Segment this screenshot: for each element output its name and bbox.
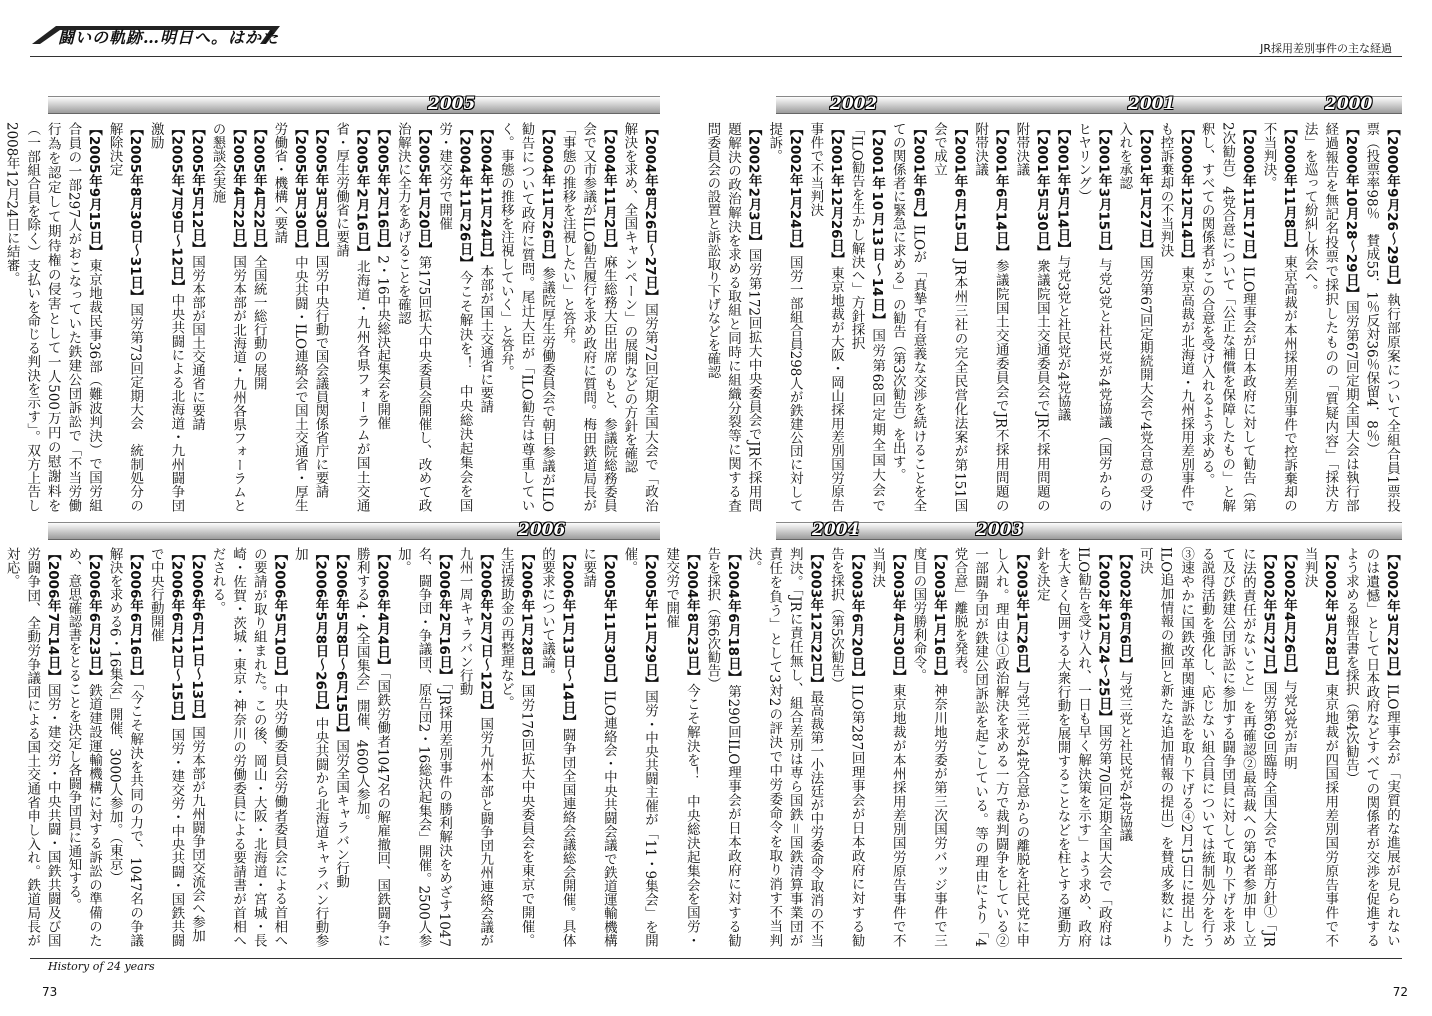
timeline-entry bbox=[1258, 122, 1299, 512]
entry-text: 国労第68回定期全国大会で「ILO勧告を生かし解決へ」方針採択 bbox=[848, 122, 886, 512]
entry-date: 【2005年4月22日】 bbox=[230, 122, 247, 256]
timeline-entry bbox=[1073, 122, 1114, 512]
year-label-2002: 2002 bbox=[830, 94, 878, 114]
timeline-entry bbox=[1196, 122, 1258, 512]
timeline-entry bbox=[1299, 122, 1361, 512]
entry-date: 【2006年1月13日〜14日】 bbox=[559, 547, 576, 729]
timeline-entry bbox=[248, 122, 269, 512]
timeline-entry bbox=[1299, 547, 1340, 947]
entry-text: 国労第70回定期全国大会で「政府はILO勧告を受け入れ、一日も早く解決策を示す」よう求め、政府を大きく包囲する大衆行動を展開することなどを柱とする運動方針を決定 bbox=[1033, 547, 1112, 947]
timeline-entry bbox=[145, 122, 186, 512]
entry-date: 【2005年2月16日】 bbox=[353, 122, 370, 260]
timeline-entry bbox=[1340, 547, 1402, 947]
timeline-entry bbox=[846, 122, 887, 512]
timeline-entry bbox=[887, 122, 928, 512]
entry-text: 東京高裁が北海道・九州採用差別事件でも控訴棄却の不当判決 bbox=[1157, 122, 1195, 513]
timeline-entry bbox=[1011, 122, 1052, 512]
entry-date: 【2005年1月20日】 bbox=[415, 122, 432, 256]
entry-text: 与党三党と社民党が4党協議 bbox=[1116, 670, 1133, 842]
entry-date: 【2004年8月23日】 bbox=[683, 547, 700, 684]
entry-text: 国労中央行動で国会議員関係省庁に要請 bbox=[312, 255, 329, 499]
entry-date: 【2005年2月16日】 bbox=[374, 122, 391, 256]
timeline-entry bbox=[661, 547, 702, 947]
entry-date: 【2004年8月26日〜27日】 bbox=[642, 122, 658, 304]
entry-text: 東京地裁が本州採用差別国労原告事件で不当判決 bbox=[869, 547, 906, 947]
entry-text: ILO理事会が日本政府に対して勧告（第2次勧告）4党合意について「公正な補償を保障したもの」と解釈し、すべての関係者がこの合意を受け入れるよう求める。 bbox=[1198, 122, 1256, 512]
entry-text: 国労・中央共闘主催が「11・9集会」を開催。 bbox=[621, 547, 658, 947]
timeline-entry bbox=[495, 122, 557, 512]
year-label-2004: 2004 bbox=[812, 520, 860, 540]
entry-text: ILOが「真摯で有意義な交渉を続けることを全ての関係者に緊急に求める」の勧告（第3次勧告）を出す。 bbox=[889, 122, 927, 512]
entry-text: 今こそ解決を！ 中央総決起集会を国労・建交労で開催 bbox=[436, 122, 473, 513]
timeline-entry bbox=[536, 547, 577, 947]
entry-date: 【2000年12月14日】 bbox=[1178, 122, 1195, 267]
entry-date: 【2001年10月13日〜14日】 bbox=[869, 122, 886, 329]
entry-date: 【2002年4月26日】 bbox=[1281, 547, 1298, 681]
entry-text: 麻生総務大臣出席のもと、参議院総務委員会で又市参議がILO勧告履行を求め政府に質問。梅田鉄道局長が「事態の推移を注視したい」と答弁。 bbox=[559, 122, 617, 512]
entry-text: JR本州三社の完全民営化法案が第151国会で成立 bbox=[930, 122, 968, 512]
entry-date: 【2001年1月27日】 bbox=[1136, 122, 1153, 256]
entry-text: 北海道・九州各県フォーラムが国土交通省・厚生労働省に要請 bbox=[333, 122, 370, 512]
entry-text: 第290回ILO理事会が日本政府に対する勧告を採択（第6次勧告） bbox=[704, 547, 741, 947]
year-label-2001: 2001 bbox=[1128, 94, 1176, 114]
timeline-entry bbox=[1134, 547, 1278, 947]
timeline-entry bbox=[63, 547, 104, 947]
timeline-entry bbox=[1155, 122, 1196, 512]
entry-date: 【2005年7月9日〜12日】 bbox=[168, 122, 185, 294]
entry-text: 国労本部が北海道・九州各県フォーラムとの懇談会実施 bbox=[209, 122, 247, 512]
entry-date: 【2005年4月22日】 bbox=[250, 122, 267, 256]
entry-text: 最高裁第一小法廷が中労委命令取消の不当判決。「JRに責任無し、組合差別は専ら国鉄＝国鉄清算事業団が責任を負う」として3対2の評決で中労委命令を取り消す不当判決。 bbox=[745, 547, 824, 947]
year-band-2005 bbox=[48, 96, 660, 114]
timeline-entry bbox=[743, 547, 825, 947]
entry-text: 国労全国キャラバン行動 bbox=[333, 739, 350, 889]
timeline-entry bbox=[970, 122, 1011, 512]
entry-date: 【2002年2月3日】 bbox=[745, 122, 762, 249]
entry-date: 【2004年11月24日】 bbox=[477, 122, 494, 265]
entry-date: 【2005年9月15日】 bbox=[85, 122, 102, 259]
entry-text: 「今こそ解決を共同の力で、1047名の争議解決を求める6・16集会」開催、3000人参加。（東京） bbox=[106, 547, 144, 947]
timeline-entry bbox=[207, 547, 289, 947]
timeline-2004-2005 bbox=[3, 122, 660, 513]
entry-text: 国労九州本部と闘争団九州連絡会議が九州一周キャラバン行動 bbox=[456, 547, 494, 947]
entry-text: 国労第72回定期全国大会で「政治解決を求め、全国キャンペーン」の展開などの方針を確認 bbox=[621, 122, 658, 512]
entry-text: 与党三党が4党合意からの離脱を社民党に申し入れ。理由は①政治解決を求める一方で裁判闘争をしている②一部闘争団が鉄建公団訴訟を起こしている。等の理由により「4党合意」離脱を発表。 bbox=[951, 547, 1030, 947]
entry-date: 【2006年7月14日】 bbox=[44, 547, 61, 684]
timeline-entry bbox=[145, 547, 186, 947]
entry-date: 【2005年3月30日】 bbox=[312, 122, 329, 256]
entry-text: 執行部原案について全組合員1票投票（投票率98％ 賛成55．1％反対36％保留4．8％） bbox=[1363, 122, 1400, 512]
timeline-entry bbox=[702, 122, 764, 512]
entry-date: 【2006年2月16日】 bbox=[436, 547, 453, 683]
timeline-entry bbox=[1278, 547, 1299, 947]
entry-text: ILO連絡会・中央共闘会議で鉄道運輸機構に要請 bbox=[580, 547, 617, 947]
timeline-entry bbox=[186, 547, 207, 947]
entry-text: 参議院国土交通委員会でJR不採用問題の附帯決議 bbox=[972, 122, 1009, 512]
entry-text: 東京地裁が大阪・岡山採用差別国労原告事件で不当判決 bbox=[807, 122, 844, 513]
entry-text: 国労第67回定期続開大会で4党合意の受け入れを承認 bbox=[1116, 122, 1153, 512]
timeline-entry bbox=[331, 547, 352, 947]
entry-date: 【2002年3月28日】 bbox=[1322, 547, 1339, 684]
timeline-entry bbox=[702, 547, 743, 947]
entry-text: 国労第69回臨時全国大会で本部方針①「JRに法的責任がないこと」を再確認②最高裁への第3者参加申し立て及び鉄建公団訴訟に参加する闘争団員に対して取り下げを求める説得活動を強化し、応じない組合員については統制処分を行う③速やかに国鉄改革関連訴訟を取り下げる④2月15日に提出したILO追加情報の撤回と新たな追加情報の提出）を賛成多数により可決 bbox=[1136, 547, 1277, 947]
footer-label: History of 24 years bbox=[48, 960, 155, 973]
entry-date: 【2006年6月11日〜13日】 bbox=[188, 547, 205, 727]
entry-text: 国労・建交労・中央共闘・国鉄共闘及び国労闘争団、全動労争議団による国土交通省申し入れ。鉄道局長が対応。 bbox=[3, 547, 61, 947]
header-right-title: JR採用差別事件の主な経過 bbox=[1260, 42, 1392, 55]
entry-text: 与党3党が声明 bbox=[1281, 680, 1298, 770]
entry-text: 中央共闘による北海道・九州闘争団激励 bbox=[147, 122, 185, 512]
timeline-entry bbox=[454, 547, 495, 947]
timeline-entry bbox=[104, 547, 145, 947]
entry-text: 「国鉄労働者1047名の解雇撤回、国鉄闘争に勝利する4・4全国集会」開催、4600人参加。 bbox=[353, 547, 391, 947]
entry-text: 参議院厚生労働委員会で朝日参議がILO勧告について政府に質問。尾辻大臣が「ILO勧告は尊重していく。事態の推移を注視していく」と答弁。 bbox=[497, 122, 556, 512]
entry-date: 【2003年12月22日】 bbox=[807, 547, 824, 690]
timeline-entry bbox=[289, 547, 330, 947]
entry-date: 【2006年6月23日】 bbox=[85, 547, 102, 684]
timeline-entry bbox=[619, 122, 660, 512]
entry-date: 【2000年11月17日】 bbox=[1239, 122, 1256, 267]
timeline-entry bbox=[269, 122, 310, 512]
timeline-entry bbox=[310, 122, 331, 512]
page-number-left: 73 bbox=[42, 985, 58, 999]
page-number-right: 72 bbox=[1392, 985, 1408, 999]
entry-date: 【2005年5月12日】 bbox=[188, 122, 205, 256]
entry-text: 中央共闘から北海道キャラバン行動参加 bbox=[291, 547, 329, 947]
entry-date: 【2002年1月24日】 bbox=[786, 122, 803, 256]
entry-text: 第175回拡大中央委員会開催し、改めて政治解決に全力をあげることを確認 bbox=[394, 122, 432, 512]
timeline-2002-2004 bbox=[663, 547, 1402, 947]
entry-text: 鉄道建設運輸機構に対する訴訟の準備のため、意思確認書をとることを決定し各闘争団員に通知する。 bbox=[65, 547, 102, 947]
header-rule bbox=[30, 56, 1402, 57]
entry-date: 【2003年4月30日】 bbox=[889, 547, 906, 684]
entry-date: 【2000年9月26〜29日】 bbox=[1384, 122, 1400, 293]
timeline-entry bbox=[207, 122, 248, 512]
entry-date: 【2004年11月26日】 bbox=[456, 122, 473, 271]
timeline-entry bbox=[433, 122, 474, 512]
entry-text: 国労一部組合員298人が鉄建公団に対して提訴。 bbox=[766, 122, 803, 512]
entry-date: 【2005年8月30日〜31日】 bbox=[127, 122, 144, 304]
entry-text: 衆議院国土交通委員会でJR不採用問題の附帯決議 bbox=[1013, 122, 1050, 512]
entry-text: 国労176回拡大中央委員会を東京で開催。生活援助金の再整理など。 bbox=[497, 547, 535, 947]
timeline-entry bbox=[1031, 547, 1113, 947]
timeline-entry bbox=[867, 547, 908, 947]
entry-date: 【2003年6月20日】 bbox=[848, 547, 865, 685]
entry-text: 全国統一総行動の展開 bbox=[250, 255, 267, 391]
entry-text: 東京高裁が本州採用差別事件で控訴棄却の不当判決。 bbox=[1260, 122, 1298, 512]
timeline-entry bbox=[1361, 122, 1402, 512]
entry-date: 【2001年3月15日】 bbox=[1095, 122, 1112, 259]
timeline-entry bbox=[578, 547, 619, 947]
entry-text: 与党3党と社民党が4党協議 bbox=[1054, 255, 1071, 421]
entry-date: 【2004年11月2日】 bbox=[600, 122, 617, 256]
timeline-entry bbox=[928, 122, 969, 512]
entry-date: 【2006年4月4日】 bbox=[374, 547, 391, 673]
entry-text: 東京地裁が四国採用差別国労原告事件で不当判決 bbox=[1301, 547, 1339, 947]
entry-date: 【2003年1月16日】 bbox=[930, 547, 947, 684]
entry-date: 【2006年5月10日】 bbox=[271, 547, 288, 684]
header-title: 闘いの軌跡…明日へ。はかた bbox=[58, 28, 280, 47]
timeline-entry bbox=[1, 547, 63, 947]
entry-date: 【2000年10月28〜29日】 bbox=[1342, 122, 1359, 301]
timeline-entry bbox=[186, 122, 207, 512]
entry-date: 【2006年6月16日】 bbox=[127, 547, 144, 684]
entry-text: 本部が国土交通省に要請 bbox=[477, 264, 494, 414]
timeline-2000-2002 bbox=[704, 122, 1402, 513]
year-band-2006 bbox=[48, 522, 660, 540]
entry-date: 【2006年2月7日〜12日】 bbox=[477, 547, 494, 717]
timeline-entry bbox=[475, 122, 496, 512]
timeline-entry bbox=[1052, 122, 1073, 512]
entry-text: 闘争団全国連絡会議総会開催。具体的要求について議論。 bbox=[539, 547, 576, 947]
entry-text: 与党3党と社民党が4党協議（国労からのヒヤリング） bbox=[1075, 122, 1112, 512]
entry-date: 【2002年3月22日】 bbox=[1384, 547, 1400, 685]
timeline-entry bbox=[1114, 547, 1135, 947]
year-label-2003: 2003 bbox=[976, 520, 1024, 540]
year-label-2006: 2006 bbox=[518, 520, 566, 540]
entry-date: 【2001年6月】 bbox=[910, 122, 927, 225]
entry-text: 国労本部が国土交通省に要請 bbox=[188, 255, 205, 431]
entry-date: 【2006年1月28日】 bbox=[518, 547, 535, 684]
entry-date: 【2001年5月14日】 bbox=[1054, 122, 1071, 256]
year-label-2000: 2000 bbox=[1325, 94, 1373, 114]
entry-date: 【2005年11月29日】 bbox=[642, 547, 658, 691]
entry-date: 【2001年5月30日】 bbox=[1033, 122, 1050, 259]
year-label-2005: 2005 bbox=[428, 94, 476, 114]
entry-date: 【2002年6月6日】 bbox=[1116, 547, 1133, 671]
timeline-entry bbox=[331, 122, 372, 512]
year-band-2004-2003 bbox=[776, 522, 1402, 540]
entry-date: 【2001年12月26日】 bbox=[827, 122, 844, 267]
timeline-entry bbox=[557, 122, 619, 512]
entry-text: 今こそ解決を！ 中央総決起集会を国労・建交労で開催 bbox=[663, 547, 700, 947]
entry-date: 【2001年6月14日】 bbox=[992, 122, 1009, 259]
timeline-entry bbox=[908, 547, 949, 947]
timeline-entry bbox=[372, 122, 393, 512]
entry-date: 【2003年1月26日】 bbox=[1013, 547, 1030, 681]
timeline-entry bbox=[392, 547, 454, 947]
entry-text: 国労第73回定期大会 統制処分の解除決定 bbox=[106, 122, 144, 512]
timeline-entry bbox=[619, 547, 660, 947]
entry-date: 【2004年11月26日】 bbox=[539, 122, 556, 267]
entry-date: 【2002年12月24〜25日】 bbox=[1095, 547, 1112, 725]
timeline-entry bbox=[351, 547, 392, 947]
timeline-entry bbox=[1, 122, 104, 512]
entry-date: 【2005年3月30日】 bbox=[291, 122, 308, 256]
entry-text: 国労本部が九州闘争団交流会へ参加 bbox=[188, 726, 205, 943]
entry-text: 「JR採用差別事件の勝利解決をめざす1047名、闘争団・争議団、原告団2・16総決起集会」開催。2500人参加。 bbox=[394, 547, 453, 947]
timeline-entry bbox=[104, 122, 145, 512]
entry-date: 【2000年11月8日】 bbox=[1281, 122, 1298, 256]
timeline-entry bbox=[0, 122, 1, 512]
entry-text: 国労・建交労・中央共闘・国鉄共闘で中央行動開催 bbox=[147, 547, 185, 947]
timeline-entry bbox=[825, 547, 866, 947]
entry-date: 【2006年6月12日〜15日】 bbox=[168, 547, 185, 729]
entry-date: 【2004年6月18日】 bbox=[725, 547, 741, 685]
timeline-entry bbox=[495, 547, 536, 947]
entry-text: 東京地裁民事36部（難波判決）で国労組合員の一部297人がおこなっていた鉄建公団訴訟で「不当労働行為を認定して期待権の侵害として一人500万円の慰謝料を（一部組合員を除く）支払いを命じる判決を示す」。双方上告し2008年12月24日に結審。 bbox=[3, 122, 102, 512]
entry-text: 神奈川地労委が第三次国労バッジ事件で三度目の国労勝利命令。 bbox=[910, 547, 947, 947]
entry-text: 国労第172回拡大中央委員会でJR不採用問題解決の政治解決を求める取組と同時に組織分裂等に関する査問委員会の設置と訴訟取り下げなどを確認 bbox=[704, 122, 762, 512]
entry-date: 【2001年6月15日】 bbox=[951, 122, 968, 260]
footer-rule bbox=[30, 958, 1402, 959]
entry-text: 中央労働委員会労働者委員会による首相への要請が取り組まれた。この後、岡山・大阪・北海道・宮城・長崎・佐賀・茨城・東京・神奈川の労働委員による要請書が首相へだされる。 bbox=[209, 547, 288, 947]
timeline-entry bbox=[949, 547, 1031, 947]
timeline-entry bbox=[0, 547, 1, 947]
entry-date: 【2002年5月27日】 bbox=[1260, 547, 1277, 682]
entry-text: 中央共闘・ILO連絡会で国土交通省・厚生労働省・機構へ要請 bbox=[271, 122, 308, 512]
entry-date: 【2005年11月30日】 bbox=[600, 547, 617, 691]
timeline-entry bbox=[805, 122, 846, 512]
entry-text: 国労第67回定期全国大会は執行部経過報告を無記名投票で採択したものの「質疑内容」「採決方法」を巡って紛糾し休会へ。 bbox=[1301, 122, 1359, 512]
entry-text: ILO第287回理事会が日本政府に対する勧告を採択（第5次勧告） bbox=[827, 547, 865, 947]
entry-date: 【2006年5月8日〜26日】 bbox=[312, 547, 329, 717]
timeline-entry bbox=[392, 122, 433, 512]
entry-text: ILO理事会が「実質的な進展が見られないのは遺憾」として日本政府などすべての関係者が交渉を促進するよう求める報告書を採択（第4次勧告） bbox=[1342, 547, 1400, 947]
timeline-entry bbox=[1114, 122, 1155, 512]
entry-date: 【2006年5月8日〜6月15日】 bbox=[333, 547, 350, 740]
timeline-2005-2006 bbox=[3, 547, 660, 947]
entry-text: 2・16中央総決起集会を開催 bbox=[374, 255, 391, 430]
timeline-entry bbox=[764, 122, 805, 512]
